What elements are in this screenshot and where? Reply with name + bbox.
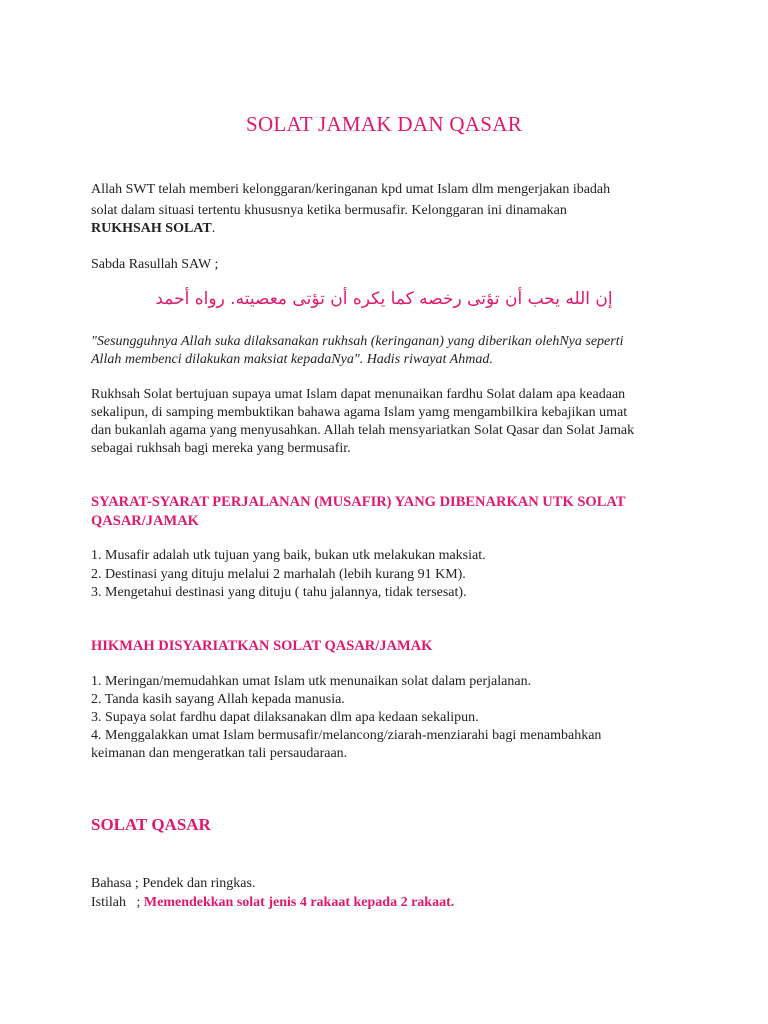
syarat-item: 1. Musafir adalah utk tujuan yang baik, bukan utk melakukan maksiat. xyxy=(91,548,486,563)
purpose-line-1: Rukhsah Solat bertujuan supaya umat Islam dapat menunaikan fardhu Solat dalam apa keadaan xyxy=(91,387,626,402)
hadith-arabic: إن الله يحب أن تؤتى رخصه كما يكره أن تؤتى معصيته. رواه أحمد xyxy=(155,289,613,309)
hikmah-item: 2. Tanda kasih sayang Allah kepada manusia. xyxy=(91,692,345,707)
istilah-label: Istilah ; xyxy=(91,895,144,910)
intro-line-3 xyxy=(91,220,215,238)
hikmah-item: keimanan dan mengeratkan tali persaudaraan. xyxy=(91,746,348,761)
intro-term-period: . xyxy=(211,221,216,236)
purpose-line-4: sebagai rukhsah bagi mereka yang bermusafir. xyxy=(91,441,351,456)
syarat-item: 3. Mengetahui destinasi yang dituju ( tahu jalannya, tidak tersesat). xyxy=(91,585,467,600)
qasar-bahasa: Bahasa ; Pendek dan ringkas. xyxy=(91,876,256,891)
syarat-heading-line-2: QASAR/JAMAK xyxy=(91,513,199,529)
intro-line-2: solat dalam situasi tertentu khususnya ketika bermusafir. Kelonggaran ini dinamakan xyxy=(91,203,567,218)
document-title: SOLAT JAMAK DAN QASAR xyxy=(245,112,523,136)
qasar-heading: SOLAT QASAR xyxy=(91,815,211,834)
syarat-item: 2. Destinasi yang dituju melalui 2 marhalah (lebih kurang 91 KM). xyxy=(91,567,466,582)
hikmah-item: 1. Meringan/memudahkan umat Islam utk menunaikan solat dalam perjalanan. xyxy=(91,674,532,689)
translation-line-1: "Sesungguhnya Allah suka dilaksanakan rukhsah (keringanan) yang diberikan olehNya seperti xyxy=(91,334,624,349)
istilah-value: Memendekkan solat jenis 4 rakaat kepada 2 rakaat. xyxy=(143,895,455,910)
purpose-line-2: sekalipun, di samping membuktikan bahawa agama Islam yamg mengambilkira kebajikan umat xyxy=(91,405,628,420)
hikmah-item: 3. Supaya solat fardhu dapat dilaksanakan dlm apa kedaan sekalipun. xyxy=(91,710,479,725)
translation-line-2: Allah membenci dilakukan maksiat kepadaNya". Hadis riwayat Ahmad. xyxy=(91,352,493,367)
intro-line-1: Allah SWT telah memberi kelonggaran/keringanan kpd umat Islam dlm mengerjakan ibadah xyxy=(91,182,611,197)
qasar-istilah xyxy=(91,894,454,912)
syarat-heading-line-1: SYARAT-SYARAT PERJALANAN (MUSAFIR) YANG DIBENARKAN UTK SOLAT xyxy=(91,494,626,510)
hikmah-item: 4. Menggalakkan umat Islam bermusafir/melancong/ziarah-menziarahi bagi menambahkan xyxy=(91,728,602,743)
purpose-line-3: dan bukanlah agama yang menyusahkan. Allah telah mensyariatkan Solat Qasar dan Solat Jamak xyxy=(91,423,635,438)
rukhsah-term: RUKHSAH SOLAT xyxy=(91,221,212,236)
hikmah-heading: HIKMAH DISYARIATKAN SOLAT QASAR/JAMAK xyxy=(91,638,433,654)
sabda-line: Sabda Rasullah SAW ; xyxy=(91,257,219,272)
